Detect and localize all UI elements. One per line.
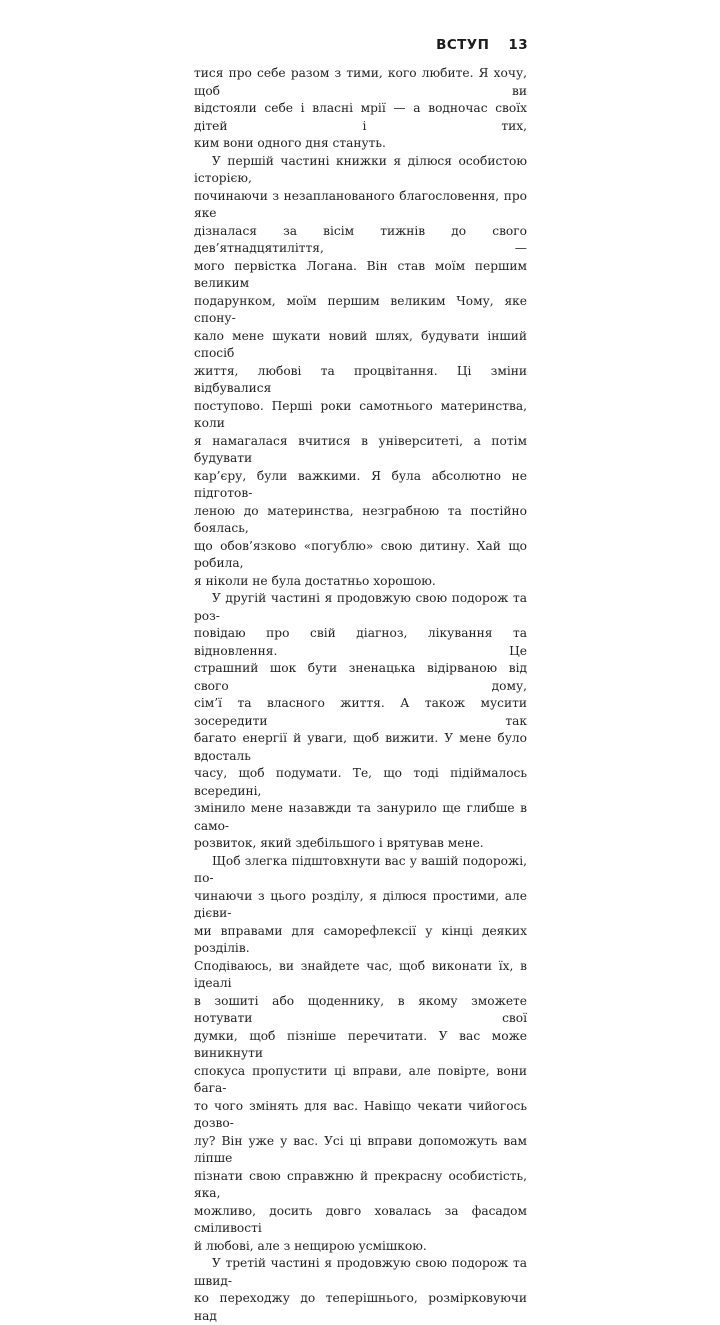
text-line: спокуса пропустити ці вправи, але повірте, вони бага- xyxy=(194,1063,527,1095)
text-line: в зошиті або щоденнику, в якому зможете нотувати свої xyxy=(194,993,527,1025)
text-line: сім’ї та власного життя. А також мусити зосередити так xyxy=(194,696,527,728)
text-line: страшний шок бути зненацька відірваною від свого дому, xyxy=(194,661,527,693)
text-line: ко переходжу до теперішнього, розмірковуючи над xyxy=(194,1291,527,1323)
text-line: ким вони одного дня стануть. xyxy=(194,136,386,150)
text-line: розвиток, який здебільшого і врятував мене. xyxy=(194,836,484,850)
text-line: чинаючи з цього розділу, я ділюся простими, але дієви- xyxy=(194,888,527,920)
text-line: багато енергії й уваги, щоб вижити. У мене було вдосталь xyxy=(194,731,527,763)
text-line: ми вправами для саморефлексії у кінці деяких розділів. xyxy=(194,923,527,955)
body-text xyxy=(194,65,527,1325)
text-line: то чого змінять для вас. Навіщо чекати чийогось дозво- xyxy=(194,1098,527,1130)
text-line: я намагалася вчитися в університеті, а потім будувати xyxy=(194,433,527,465)
running-head xyxy=(436,37,528,53)
text-line: життя, любові та процвітання. Ці зміни відбувалися xyxy=(194,363,527,395)
text-line: У другій частині я продовжую свою подорож та роз- xyxy=(194,591,527,623)
text-line: починаючи з незапланованого благословення, про яке xyxy=(194,188,527,220)
text-line: пізнати свою справжню й прекрасну особистість, яка, xyxy=(194,1168,527,1200)
text-line: думки, щоб пізніше перечитати. У вас може виникнути xyxy=(194,1028,527,1060)
text-line: леною до материнства, незграбною та постійно боялась, xyxy=(194,503,527,535)
text-line: кало мене шукати новий шлях, будувати інший спосіб xyxy=(194,328,527,360)
text-line: кар’єру, були важкими. Я була абсолютно не підготов- xyxy=(194,468,527,500)
text-line: подарунком, моїм першим великим Чому, яке спону- xyxy=(194,293,527,325)
page-number: 13 xyxy=(508,37,528,53)
text-line: поступово. Перші роки самотнього материнства, коли xyxy=(194,398,527,430)
text-line: змінило мене назавжди та занурило ще глибше в само- xyxy=(194,801,527,833)
text-line: можливо, досить довго ховалась за фасадом сміливості xyxy=(194,1203,527,1235)
text-line: відстояли себе і власні мрії — а водночас своїх дітей і тих, xyxy=(194,101,527,133)
text-line: й любові, але з нещирою усмішкою. xyxy=(194,1238,427,1253)
text-line: У першій частині книжки я ділюся особистою історією, xyxy=(194,153,527,185)
text-line: я ніколи не була достатньо хорошою. xyxy=(194,573,436,588)
text-line: мого первістка Логана. Він став моїм першим великим xyxy=(194,258,527,290)
text-line: тися про себе разом з тими, кого любите. Я хочу, щоб ви xyxy=(194,66,527,98)
text-line: Щоб злегка підштовхнути вас у вашій подорожі, по- xyxy=(194,853,527,885)
text-line: дізналася за вісім тижнів до свого дев’ятнадцятиліття, — xyxy=(194,223,527,255)
text-line: що обов’язково «погублю» свою дитину. Хай що робила, xyxy=(194,538,527,570)
text-line: У третій частині я продовжую свою подорож та швид- xyxy=(194,1256,527,1288)
text-line: повідаю про свій діагноз, лікування та відновлення. Це xyxy=(194,626,527,658)
text-line: часу, щоб подумати. Те, що тоді підіймалось всередині, xyxy=(194,766,527,798)
section-title: ВСТУП xyxy=(436,37,490,53)
text-line: Сподіваюсь, ви знайдете час, щоб виконати їх, в ідеалі xyxy=(194,958,527,990)
text-line: лу? Він уже у вас. Усі ці вправи допоможуть вам ліпше xyxy=(194,1133,527,1165)
